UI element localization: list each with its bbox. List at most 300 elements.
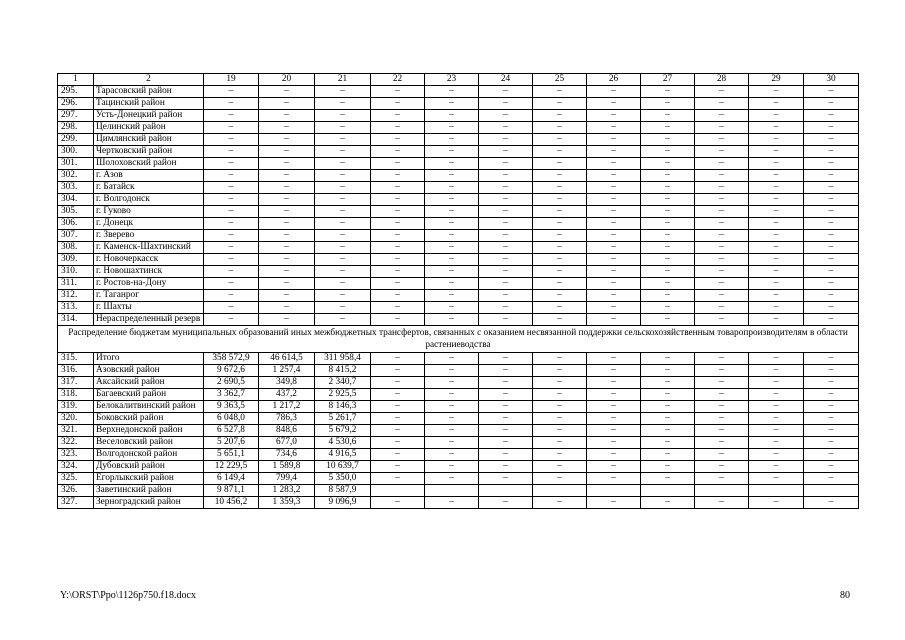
district-name: Итого bbox=[94, 353, 204, 365]
dash-cell: – bbox=[371, 365, 425, 377]
dash-cell: – bbox=[533, 194, 587, 206]
dash-cell: – bbox=[425, 110, 479, 122]
header-cell: 22 bbox=[371, 74, 425, 86]
dash-cell: – bbox=[749, 401, 804, 413]
dash-cell: – bbox=[695, 218, 749, 230]
row-number: 295. bbox=[58, 86, 94, 98]
row-number: 323. bbox=[58, 449, 94, 461]
district-name: Верхнедонской район bbox=[94, 425, 204, 437]
dash-cell: – bbox=[804, 146, 859, 158]
dash-cell: – bbox=[695, 461, 749, 473]
row-number: 316. bbox=[58, 365, 94, 377]
value-col-21: 2 340,7 bbox=[315, 377, 371, 389]
dash-cell: – bbox=[315, 278, 371, 290]
dash-cell: – bbox=[749, 290, 804, 302]
dash-cell: – bbox=[425, 425, 479, 437]
district-name: г. Ростов-на-Дону bbox=[94, 278, 204, 290]
dash-cell: – bbox=[259, 230, 315, 242]
dash-cell: – bbox=[204, 314, 259, 326]
dash-cell: – bbox=[804, 401, 859, 413]
dash-cell: – bbox=[641, 194, 695, 206]
dash-cell: – bbox=[804, 461, 859, 473]
table-row bbox=[58, 278, 859, 290]
data-table bbox=[57, 73, 859, 509]
dash-cell: – bbox=[425, 266, 479, 278]
dash-cell: – bbox=[425, 278, 479, 290]
dash-cell: – bbox=[641, 158, 695, 170]
header-cell: 19 bbox=[204, 74, 259, 86]
dash-cell: – bbox=[641, 182, 695, 194]
dash-cell: – bbox=[479, 290, 533, 302]
dash-cell: – bbox=[641, 242, 695, 254]
table-row bbox=[58, 230, 859, 242]
table-row bbox=[58, 353, 859, 365]
dash-cell: – bbox=[695, 110, 749, 122]
dash-cell: – bbox=[425, 389, 479, 401]
dash-cell: – bbox=[371, 278, 425, 290]
dash-cell: – bbox=[804, 413, 859, 425]
dash-cell: – bbox=[479, 413, 533, 425]
dash-cell: – bbox=[749, 98, 804, 110]
dash-cell: – bbox=[371, 302, 425, 314]
header-cell: 25 bbox=[533, 74, 587, 86]
dash-cell: – bbox=[479, 449, 533, 461]
dash-cell: – bbox=[204, 158, 259, 170]
dash-cell: – bbox=[695, 194, 749, 206]
dash-cell: – bbox=[804, 134, 859, 146]
dash-cell: – bbox=[371, 122, 425, 134]
dash-cell: – bbox=[641, 302, 695, 314]
dash-cell: – bbox=[371, 110, 425, 122]
dash-cell: – bbox=[479, 278, 533, 290]
dash-cell: – bbox=[641, 290, 695, 302]
dash-cell: – bbox=[641, 110, 695, 122]
table-row bbox=[58, 425, 859, 437]
dash-cell: – bbox=[479, 194, 533, 206]
row-number: 301. bbox=[58, 158, 94, 170]
dash-cell: – bbox=[259, 254, 315, 266]
dash-cell: – bbox=[533, 314, 587, 326]
dash-cell: – bbox=[587, 158, 641, 170]
dash-cell: – bbox=[371, 473, 425, 485]
dash-cell: – bbox=[479, 146, 533, 158]
row-number: 320. bbox=[58, 413, 94, 425]
dash-cell: – bbox=[315, 314, 371, 326]
dash-cell: – bbox=[641, 389, 695, 401]
district-name: Дубовский район bbox=[94, 461, 204, 473]
dash-cell: – bbox=[371, 218, 425, 230]
dash-cell: – bbox=[641, 449, 695, 461]
dash-cell: – bbox=[259, 278, 315, 290]
value-col-21: 8 146,3 bbox=[315, 401, 371, 413]
dash-cell: – bbox=[587, 278, 641, 290]
district-name: Егорлыкский район bbox=[94, 473, 204, 485]
district-name: Цимлянский район bbox=[94, 134, 204, 146]
district-name: Веселовский район bbox=[94, 437, 204, 449]
dash-cell bbox=[749, 485, 804, 497]
row-number: 302. bbox=[58, 170, 94, 182]
dash-cell: – bbox=[479, 353, 533, 365]
dash-cell: – bbox=[587, 134, 641, 146]
dash-cell: – bbox=[479, 122, 533, 134]
value-col-21: 2 925,5 bbox=[315, 389, 371, 401]
dash-cell: – bbox=[533, 302, 587, 314]
value-col-21: 8 587,9 bbox=[315, 485, 371, 497]
dash-cell: – bbox=[204, 302, 259, 314]
dash-cell: – bbox=[804, 218, 859, 230]
dash-cell: – bbox=[749, 389, 804, 401]
dash-cell: – bbox=[204, 254, 259, 266]
row-number: 308. bbox=[58, 242, 94, 254]
dash-cell: – bbox=[425, 230, 479, 242]
district-name: Шолоховский район bbox=[94, 158, 204, 170]
dash-cell: – bbox=[259, 218, 315, 230]
dash-cell bbox=[371, 485, 425, 497]
dash-cell: – bbox=[425, 170, 479, 182]
dash-cell: – bbox=[479, 254, 533, 266]
header-cell: 23 bbox=[425, 74, 479, 86]
dash-cell: – bbox=[204, 110, 259, 122]
dash-cell: – bbox=[749, 302, 804, 314]
dash-cell: – bbox=[587, 206, 641, 218]
dash-cell: – bbox=[749, 254, 804, 266]
dash-cell: – bbox=[371, 170, 425, 182]
dash-cell: – bbox=[804, 122, 859, 134]
dash-cell: – bbox=[371, 182, 425, 194]
table-row bbox=[58, 242, 859, 254]
dash-cell: – bbox=[749, 497, 804, 509]
dash-cell: – bbox=[695, 497, 749, 509]
dash-cell: – bbox=[315, 206, 371, 218]
dash-cell: – bbox=[641, 353, 695, 365]
dash-cell: – bbox=[641, 425, 695, 437]
dash-cell: – bbox=[749, 86, 804, 98]
dash-cell: – bbox=[804, 170, 859, 182]
dash-cell: – bbox=[804, 230, 859, 242]
value-col-21: 5 350,0 bbox=[315, 473, 371, 485]
district-name: г. Азов bbox=[94, 170, 204, 182]
district-name: Белокалитвинский район bbox=[94, 401, 204, 413]
dash-cell: – bbox=[804, 254, 859, 266]
table-row bbox=[58, 473, 859, 485]
value-col-19: 10 456,2 bbox=[204, 497, 259, 509]
dash-cell: – bbox=[315, 110, 371, 122]
dash-cell: – bbox=[587, 98, 641, 110]
district-name: Аксайский район bbox=[94, 377, 204, 389]
dash-cell: – bbox=[204, 194, 259, 206]
dash-cell: – bbox=[425, 449, 479, 461]
table-row bbox=[58, 218, 859, 230]
dash-cell: – bbox=[533, 425, 587, 437]
dash-cell: – bbox=[479, 158, 533, 170]
dash-cell: – bbox=[425, 437, 479, 449]
dash-cell: – bbox=[587, 389, 641, 401]
district-name: Волгодонской район bbox=[94, 449, 204, 461]
table-row bbox=[58, 206, 859, 218]
dash-cell: – bbox=[587, 194, 641, 206]
dash-cell: – bbox=[479, 497, 533, 509]
dash-cell: – bbox=[695, 377, 749, 389]
dash-cell: – bbox=[533, 278, 587, 290]
district-name: г. Батайск bbox=[94, 182, 204, 194]
dash-cell: – bbox=[533, 413, 587, 425]
dash-cell: – bbox=[695, 401, 749, 413]
dash-cell: – bbox=[479, 170, 533, 182]
value-col-19: 9 672,6 bbox=[204, 365, 259, 377]
dash-cell: – bbox=[533, 290, 587, 302]
table-row bbox=[58, 170, 859, 182]
dash-cell: – bbox=[587, 413, 641, 425]
district-name: г. Донецк bbox=[94, 218, 204, 230]
table-row bbox=[58, 146, 859, 158]
table-row bbox=[58, 134, 859, 146]
dash-cell: – bbox=[425, 314, 479, 326]
dash-cell: – bbox=[425, 302, 479, 314]
dash-cell: – bbox=[804, 182, 859, 194]
dash-cell: – bbox=[259, 98, 315, 110]
table-row bbox=[58, 437, 859, 449]
district-name: Азовский район bbox=[94, 365, 204, 377]
value-col-20: 734,6 bbox=[259, 449, 315, 461]
dash-cell bbox=[479, 485, 533, 497]
dash-cell: – bbox=[587, 377, 641, 389]
dash-cell: – bbox=[533, 266, 587, 278]
value-col-21: 4 530,6 bbox=[315, 437, 371, 449]
dash-cell: – bbox=[204, 98, 259, 110]
dash-cell: – bbox=[804, 194, 859, 206]
value-col-21: 5 679,2 bbox=[315, 425, 371, 437]
dash-cell: – bbox=[804, 389, 859, 401]
dash-cell: – bbox=[425, 401, 479, 413]
dash-cell: – bbox=[695, 134, 749, 146]
dash-cell: – bbox=[315, 86, 371, 98]
dash-cell: – bbox=[204, 206, 259, 218]
dash-cell: – bbox=[315, 170, 371, 182]
dash-cell: – bbox=[204, 290, 259, 302]
dash-cell bbox=[641, 485, 695, 497]
row-number: 296. bbox=[58, 98, 94, 110]
dash-cell: – bbox=[315, 254, 371, 266]
dash-cell: – bbox=[371, 437, 425, 449]
dash-cell: – bbox=[315, 242, 371, 254]
dash-cell: – bbox=[425, 461, 479, 473]
dash-cell: – bbox=[695, 449, 749, 461]
value-col-19: 9 871,1 bbox=[204, 485, 259, 497]
dash-cell: – bbox=[259, 182, 315, 194]
dash-cell bbox=[533, 485, 587, 497]
dash-cell: – bbox=[695, 365, 749, 377]
dash-cell: – bbox=[749, 242, 804, 254]
table-row bbox=[58, 110, 859, 122]
dash-cell: – bbox=[641, 146, 695, 158]
dash-cell: – bbox=[749, 170, 804, 182]
dash-cell: – bbox=[533, 182, 587, 194]
dash-cell: – bbox=[315, 218, 371, 230]
dash-cell: – bbox=[259, 314, 315, 326]
dash-cell: – bbox=[371, 353, 425, 365]
dash-cell: – bbox=[587, 314, 641, 326]
dash-cell: – bbox=[425, 413, 479, 425]
dash-cell: – bbox=[804, 290, 859, 302]
dash-cell: – bbox=[315, 194, 371, 206]
dash-cell: – bbox=[804, 365, 859, 377]
dash-cell: – bbox=[533, 473, 587, 485]
value-col-20: 677,0 bbox=[259, 437, 315, 449]
dash-cell: – bbox=[587, 266, 641, 278]
dash-cell: – bbox=[533, 158, 587, 170]
dash-cell: – bbox=[371, 425, 425, 437]
dash-cell: – bbox=[315, 266, 371, 278]
table-row bbox=[58, 122, 859, 134]
row-number: 315. bbox=[58, 353, 94, 365]
dash-cell: – bbox=[749, 110, 804, 122]
dash-cell: – bbox=[479, 437, 533, 449]
dash-cell: – bbox=[695, 413, 749, 425]
dash-cell: – bbox=[749, 365, 804, 377]
dash-cell: – bbox=[804, 497, 859, 509]
dash-cell: – bbox=[533, 461, 587, 473]
value-col-21: 8 415,2 bbox=[315, 365, 371, 377]
table-row bbox=[58, 365, 859, 377]
dash-cell: – bbox=[371, 146, 425, 158]
dash-cell: – bbox=[749, 182, 804, 194]
district-name: Заветинский район bbox=[94, 485, 204, 497]
dash-cell: – bbox=[204, 242, 259, 254]
dash-cell: – bbox=[695, 182, 749, 194]
value-col-19: 12 229,5 bbox=[204, 461, 259, 473]
dash-cell: – bbox=[259, 86, 315, 98]
district-name: г. Каменск-Шахтинский bbox=[94, 242, 204, 254]
value-col-20: 1 359,3 bbox=[259, 497, 315, 509]
dash-cell: – bbox=[749, 377, 804, 389]
value-col-20: 848,6 bbox=[259, 425, 315, 437]
row-number: 324. bbox=[58, 461, 94, 473]
dash-cell: – bbox=[479, 98, 533, 110]
dash-cell: – bbox=[533, 122, 587, 134]
dash-cell: – bbox=[533, 230, 587, 242]
district-name: Целинский район bbox=[94, 122, 204, 134]
dash-cell: – bbox=[315, 302, 371, 314]
dash-cell: – bbox=[479, 461, 533, 473]
row-number: 299. bbox=[58, 134, 94, 146]
dash-cell: – bbox=[749, 206, 804, 218]
district-name: Тацинский район bbox=[94, 98, 204, 110]
dash-cell: – bbox=[204, 146, 259, 158]
district-name: г. Волгодонск bbox=[94, 194, 204, 206]
table-row bbox=[58, 86, 859, 98]
dash-cell: – bbox=[749, 437, 804, 449]
dash-cell: – bbox=[479, 302, 533, 314]
dash-cell: – bbox=[641, 266, 695, 278]
dash-cell: – bbox=[749, 134, 804, 146]
header-cell: 1 bbox=[58, 74, 94, 86]
row-number: 322. bbox=[58, 437, 94, 449]
table-row bbox=[58, 194, 859, 206]
dash-cell: – bbox=[371, 134, 425, 146]
dash-cell: – bbox=[695, 254, 749, 266]
dash-cell: – bbox=[804, 377, 859, 389]
dash-cell: – bbox=[804, 242, 859, 254]
row-number: 314. bbox=[58, 314, 94, 326]
dash-cell: – bbox=[587, 449, 641, 461]
dash-cell: – bbox=[695, 242, 749, 254]
dash-cell: – bbox=[587, 242, 641, 254]
dash-cell: – bbox=[587, 437, 641, 449]
dash-cell: – bbox=[479, 134, 533, 146]
header-cell: 2 bbox=[94, 74, 204, 86]
header-cell: 27 bbox=[641, 74, 695, 86]
page-number: 80 bbox=[840, 590, 850, 601]
value-col-21: 10 639,7 bbox=[315, 461, 371, 473]
value-col-19: 3 362,7 bbox=[204, 389, 259, 401]
dash-cell: – bbox=[695, 86, 749, 98]
dash-cell: – bbox=[479, 182, 533, 194]
value-col-19: 6 149,4 bbox=[204, 473, 259, 485]
dash-cell: – bbox=[804, 314, 859, 326]
dash-cell: – bbox=[641, 134, 695, 146]
dash-cell: – bbox=[479, 425, 533, 437]
dash-cell: – bbox=[533, 497, 587, 509]
dash-cell: – bbox=[259, 290, 315, 302]
dash-cell: – bbox=[371, 413, 425, 425]
dash-cell: – bbox=[371, 461, 425, 473]
dash-cell: – bbox=[641, 413, 695, 425]
row-number: 298. bbox=[58, 122, 94, 134]
dash-cell: – bbox=[204, 266, 259, 278]
table-row bbox=[58, 413, 859, 425]
dash-cell: – bbox=[641, 461, 695, 473]
dash-cell: – bbox=[204, 230, 259, 242]
dash-cell: – bbox=[804, 266, 859, 278]
dash-cell: – bbox=[259, 122, 315, 134]
district-name: г. Зверево bbox=[94, 230, 204, 242]
table-row bbox=[58, 389, 859, 401]
dash-cell: – bbox=[695, 98, 749, 110]
dash-cell: – bbox=[371, 449, 425, 461]
dash-cell: – bbox=[641, 122, 695, 134]
dash-cell: – bbox=[695, 170, 749, 182]
row-number: 313. bbox=[58, 302, 94, 314]
dash-cell: – bbox=[749, 461, 804, 473]
header-cell: 30 bbox=[804, 74, 859, 86]
dash-cell: – bbox=[587, 170, 641, 182]
dash-cell: – bbox=[587, 122, 641, 134]
dash-cell: – bbox=[587, 401, 641, 413]
table-row bbox=[58, 461, 859, 473]
dash-cell: – bbox=[371, 194, 425, 206]
dash-cell: – bbox=[749, 266, 804, 278]
dash-cell: – bbox=[371, 389, 425, 401]
dash-cell: – bbox=[749, 353, 804, 365]
dash-cell: – bbox=[533, 242, 587, 254]
dash-cell: – bbox=[533, 170, 587, 182]
dash-cell: – bbox=[533, 98, 587, 110]
header-cell: 29 bbox=[749, 74, 804, 86]
dash-cell: – bbox=[315, 230, 371, 242]
dash-cell: – bbox=[259, 158, 315, 170]
table-row bbox=[58, 485, 859, 497]
dash-cell: – bbox=[425, 206, 479, 218]
dash-cell: – bbox=[533, 206, 587, 218]
dash-cell: – bbox=[371, 497, 425, 509]
dash-cell: – bbox=[371, 230, 425, 242]
dash-cell: – bbox=[641, 497, 695, 509]
table-row bbox=[58, 158, 859, 170]
value-col-19: 6 048,0 bbox=[204, 413, 259, 425]
dash-cell: – bbox=[259, 302, 315, 314]
value-col-20: 46 614,5 bbox=[259, 353, 315, 365]
dash-cell: – bbox=[479, 314, 533, 326]
